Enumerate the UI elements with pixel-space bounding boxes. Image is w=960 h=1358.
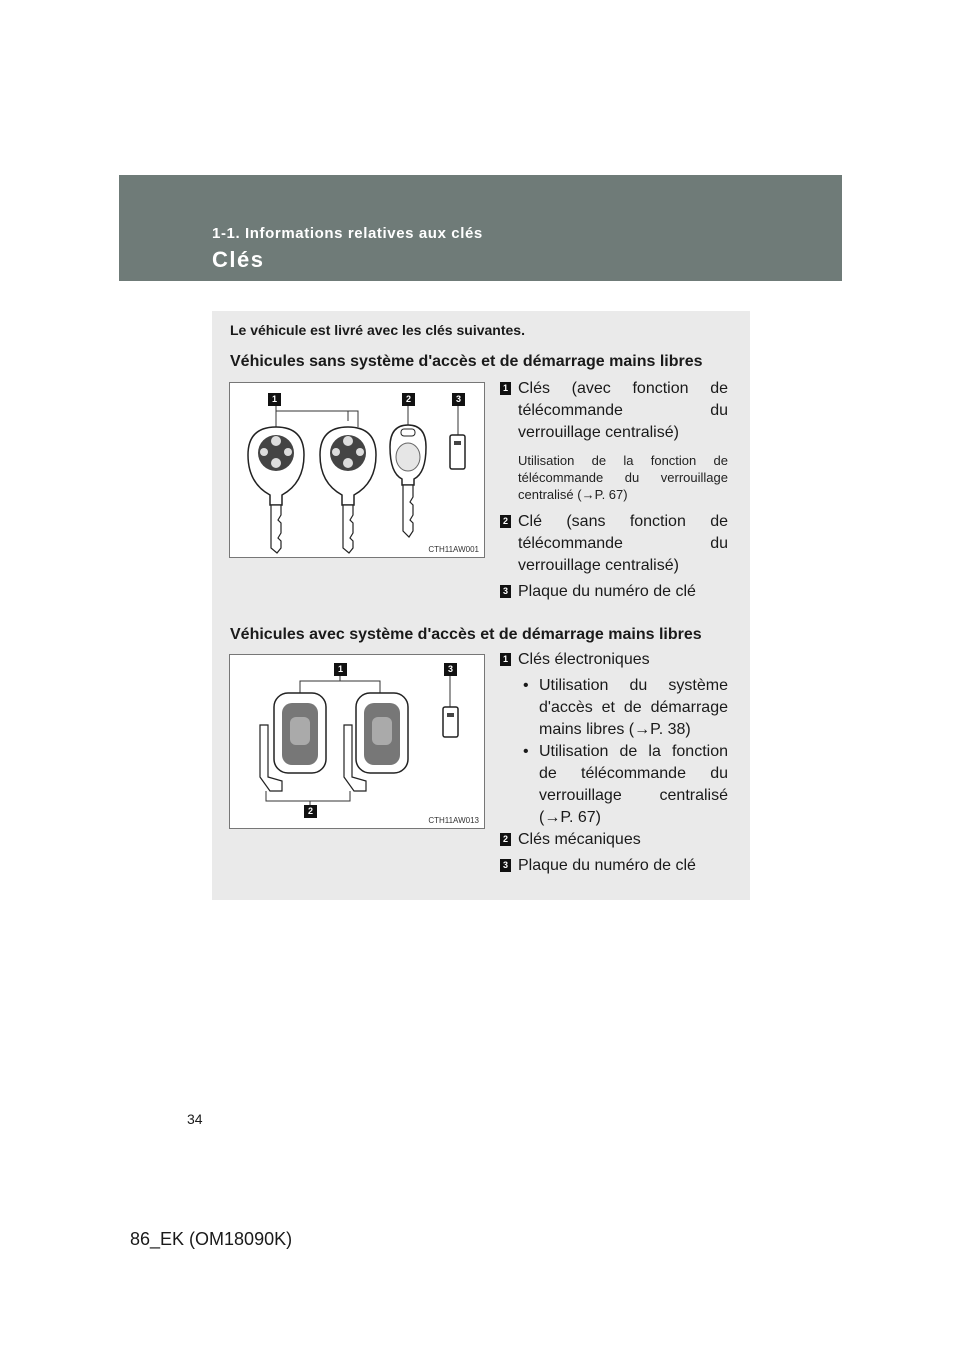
item-number: 1 <box>500 653 511 666</box>
content-panel <box>212 311 750 900</box>
list-item <box>500 649 728 829</box>
item-note: Utilisation de la fonction de télécommande du verrouillage centralisé (→P. 67) <box>518 453 728 502</box>
item-text: Clé (sans fonction de télécommande du verrouillage centralisé) <box>518 513 728 574</box>
item-text: Clés mécaniques <box>518 831 641 848</box>
item-text: Plaque du numéro de clé <box>518 857 696 874</box>
mechanical-key-icon <box>390 425 426 537</box>
item-number: 2 <box>500 833 511 846</box>
bullet-item <box>518 675 728 741</box>
figure-smart-keys <box>229 654 485 829</box>
figure-id: CTH11AW001 <box>428 545 479 554</box>
key-number-plate-icon <box>450 435 465 469</box>
item-number: 3 <box>500 859 511 872</box>
list-item <box>500 829 728 851</box>
callout-3: 3 <box>452 393 465 406</box>
figure-conventional-keys <box>229 382 485 558</box>
callout-2: 2 <box>304 805 317 818</box>
item-text: Clés électroniques <box>518 651 650 668</box>
section-title-without-smart-entry: Véhicules sans système d'accès et de démarrage mains libres <box>230 353 703 370</box>
keys-illustration <box>230 383 484 557</box>
callout-1: 1 <box>268 393 281 406</box>
bullet-text: Utilisation de la fonction de télécommande du verrouillage centralisé (→P. 67) <box>539 743 728 826</box>
list-item <box>500 581 728 603</box>
page-title: Clés <box>212 247 265 272</box>
key-list-with-smart-entry <box>500 649 728 877</box>
bullet-item <box>518 741 728 829</box>
bullet-text: Utilisation du système d'accès et de démarrage mains libres (→P. 38) <box>539 677 728 738</box>
smart-key-icon <box>274 693 326 773</box>
callout-2: 2 <box>402 393 415 406</box>
item-number: 3 <box>500 585 511 598</box>
item-number: 1 <box>500 382 511 395</box>
remote-key-icon <box>320 427 376 553</box>
list-item <box>500 855 728 877</box>
chapter-header <box>119 175 842 281</box>
callout-3: 3 <box>444 663 457 676</box>
document-code: 86_EK (OM18090K) <box>130 1229 293 1249</box>
item-text: Plaque du numéro de clé <box>518 583 696 600</box>
remote-key-icon <box>248 427 304 553</box>
figure-id: CTH11AW013 <box>428 816 479 825</box>
key-number-plate-icon <box>443 707 458 737</box>
callout-1: 1 <box>334 663 347 676</box>
smart-keys-illustration <box>230 655 484 828</box>
page-number: 34 <box>187 1111 203 1127</box>
bullet-icon: • <box>523 743 529 760</box>
section-label: 1-1. Informations relatives aux clés <box>212 225 483 242</box>
intro-text: Le véhicule est livré avec les clés suivantes. <box>230 322 525 338</box>
section-title-with-smart-entry: Véhicules avec système d'accès et de démarrage mains libres <box>230 626 702 643</box>
item-text: Clés (avec fonction de télécommande du verrouillage centralisé) <box>518 380 728 441</box>
smart-key-icon <box>356 693 408 773</box>
key-list-without-smart-entry <box>500 378 728 603</box>
item-number: 2 <box>500 515 511 528</box>
list-item <box>500 378 728 503</box>
bullet-icon: • <box>523 677 529 694</box>
list-item <box>500 511 728 577</box>
